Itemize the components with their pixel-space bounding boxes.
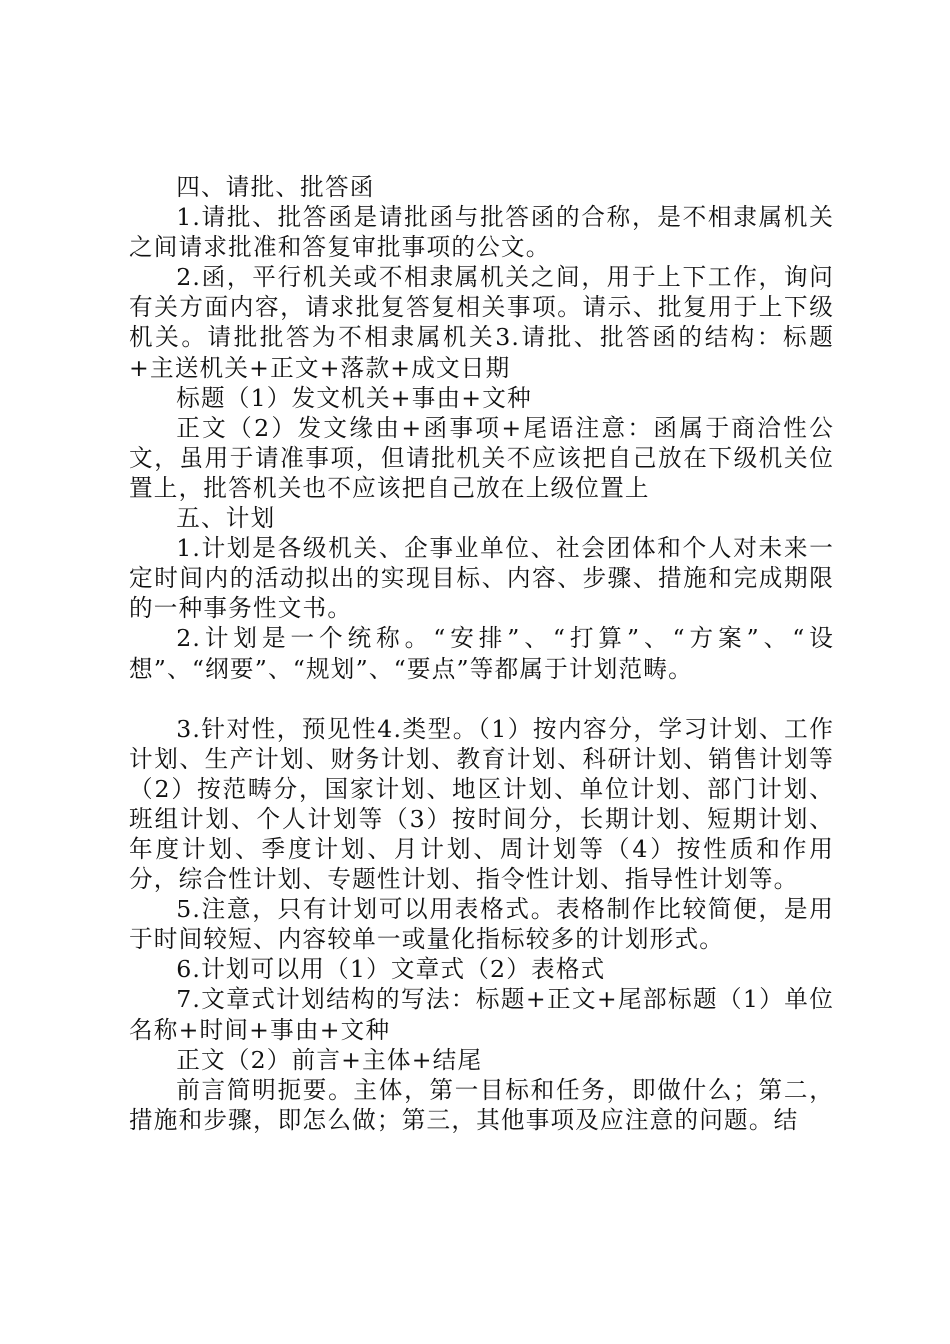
paragraph: 3.针对性，预见性4.类型。（1）按内容分，学习计划、工作计划、生产计划、财务计划、教育计划、科研计划、销售计划等（2）按范畴分，国家计划、地区计划、单位计划、部门计划、班组计划、个人计划等（3）按时间分，长期计划、短期计划、年度计划、季度计划、月计划、周计划等（4）按性质和作用分，综合性计划、专题性计划、指令性计划、指导性计划等。 [129, 714, 834, 894]
section-heading-5: 五、计划 [176, 504, 276, 533]
paragraph: 正文（2）发文缘由+函事项+尾语注意：函属于商洽性公文，虽用于请准事项，但请批机关不应该把自己放在下级机关位置上，批答机关也不应该把自己放在上级位置上 [129, 413, 834, 502]
blank-line [129, 684, 834, 714]
paragraph: 7.文章式计划结构的写法：标题+正文+尾部标题（1）单位名称+时间+事由+文种 [129, 985, 834, 1044]
paragraph: 1.计划是各级机关、企事业单位、社会团体和个人对未来一定时间内的活动拟出的实现目标、内容、步骤、措施和完成期限的一种事务性文书。 [129, 534, 834, 623]
paragraph: 正文（2）前言+主体+结尾 [176, 1045, 483, 1074]
document-body [129, 172, 834, 1135]
paragraph: 2.计划是一个统称。“安排”、“打算”、“方案”、“设想”、“纲要”、“规划”、“要点”等都属于计划范畴。 [129, 624, 834, 683]
paragraph: 标题（1）发文机关+事由+文种 [176, 383, 532, 412]
paragraph: 前言简明扼要。主体，第一目标和任务，即做什么；第二，措施和步骤，即怎么做；第三，其他事项及应注意的问题。结 [129, 1075, 834, 1134]
paragraph: 1.请批、批答函是请批函与批答函的合称，是不相隶属机关之间请求批准和答复审批事项的公文。 [129, 203, 834, 262]
section-heading-4: 四、请批、批答函 [176, 173, 375, 201]
paragraph: 5.注意，只有计划可以用表格式。表格制作比较简便，是用于时间较短、内容较单一或量化指标较多的计划形式。 [129, 895, 834, 954]
paragraph: 6.计划可以用（1）文章式（2）表格式 [176, 955, 606, 984]
paragraph: 2.函，平行机关或不相隶属机关之间，用于上下工作，询问有关方面内容，请求批复答复相关事项。请示、批复用于上下级机关。请批批答为不相隶属机关3.请批、批答函的结构：标题+主送机关+正文+落款+成文日期 [129, 263, 834, 382]
